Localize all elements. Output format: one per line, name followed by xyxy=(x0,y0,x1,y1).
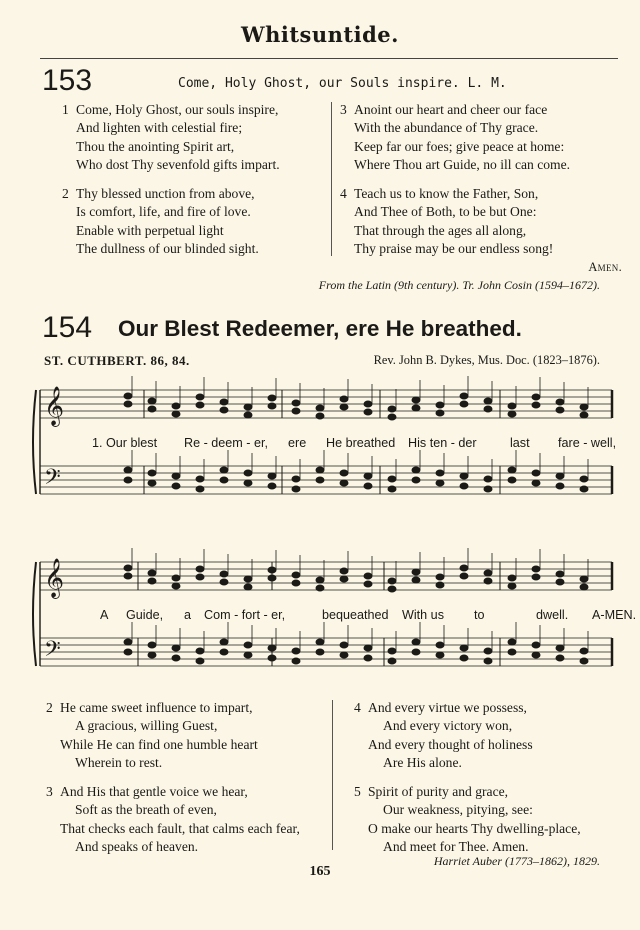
stanza-number: 4 xyxy=(340,186,347,201)
hymn-153-stanza-2 xyxy=(62,185,259,259)
note-head xyxy=(316,649,324,655)
stanza-line: And His that gentle voice we hear, xyxy=(60,784,248,799)
note-head xyxy=(340,576,348,582)
note-head xyxy=(412,397,420,403)
note-head xyxy=(220,467,228,473)
note-head xyxy=(172,483,180,489)
stanza-line: Are His alone. xyxy=(383,755,462,771)
stanza-line: Spirit of purity and grace, xyxy=(368,784,509,799)
note-head xyxy=(532,480,540,486)
stanza-line: Thou the anointing Spirit art, xyxy=(76,138,235,154)
hymn-153-stanza-1 xyxy=(62,101,280,175)
note-head xyxy=(148,570,156,576)
note-head xyxy=(124,573,132,579)
stanza-line: He came sweet influence to impart, xyxy=(60,700,253,715)
note-head xyxy=(364,483,372,489)
column-divider xyxy=(331,102,332,256)
note-head xyxy=(148,642,156,648)
note-head xyxy=(316,467,324,473)
note-head xyxy=(412,649,420,655)
stanza-line: O make our hearts Thy dwelling-place, xyxy=(368,820,581,836)
note-head xyxy=(580,476,588,482)
note-head xyxy=(412,467,420,473)
note-head xyxy=(268,403,276,409)
note-head xyxy=(556,473,564,479)
note-head xyxy=(268,645,276,651)
note-head xyxy=(124,393,132,399)
note-head xyxy=(388,406,396,412)
note-head xyxy=(484,570,492,576)
note-head xyxy=(196,658,204,664)
stanza-line: A gracious, willing Guest, xyxy=(75,718,218,734)
note-head xyxy=(124,467,132,473)
note-head xyxy=(124,639,132,645)
lyric-syllable: last xyxy=(510,436,530,450)
hymn-153-stanza-3 xyxy=(340,101,571,175)
system-2-treble-clef: 𝄞 xyxy=(44,558,65,598)
stanza-number: 2 xyxy=(46,700,53,715)
note-head xyxy=(580,584,588,590)
hymn-154-credit: Harriet Auber (1773–1862), 1829. xyxy=(433,854,600,868)
header-rule xyxy=(40,58,618,59)
note-head xyxy=(412,577,420,583)
note-head xyxy=(436,642,444,648)
note-head xyxy=(460,483,468,489)
note-head xyxy=(556,579,564,585)
note-head xyxy=(532,574,540,580)
lyric-syllable: A xyxy=(100,608,109,622)
note-head xyxy=(148,480,156,486)
note-head xyxy=(460,645,468,651)
note-head xyxy=(580,648,588,654)
note-head xyxy=(196,566,204,572)
note-head xyxy=(508,639,516,645)
note-head xyxy=(436,470,444,476)
note-head xyxy=(484,658,492,664)
stanza-number: 5 xyxy=(354,784,361,799)
note-head xyxy=(556,399,564,405)
stanza-line: Soft as the breath of even, xyxy=(75,802,217,818)
stanza-line: Wherein to rest. xyxy=(75,755,163,771)
system-2-bass-clef: 𝄢 xyxy=(44,637,61,667)
stanza-line: Enable with perpetual light xyxy=(76,222,224,238)
note-head xyxy=(244,642,252,648)
column-divider xyxy=(332,700,333,850)
note-head xyxy=(508,467,516,473)
note-head xyxy=(364,645,372,651)
note-head xyxy=(220,639,228,645)
note-head xyxy=(268,395,276,401)
system-1-treble-clef: 𝄞 xyxy=(44,386,65,426)
system-2-brace xyxy=(33,562,36,666)
stanza-line: The dullness of our blinded sight. xyxy=(76,241,259,257)
note-head xyxy=(460,401,468,407)
note-head xyxy=(388,658,396,664)
note-head xyxy=(340,642,348,648)
note-head xyxy=(460,655,468,661)
note-head xyxy=(292,408,300,414)
note-head xyxy=(364,473,372,479)
stanza-line: That through the ages all along, xyxy=(354,222,527,238)
note-head xyxy=(196,394,204,400)
lyric-syllable: He breathed xyxy=(326,436,396,450)
note-head xyxy=(556,655,564,661)
hymn-154-number: 154 xyxy=(42,311,93,344)
note-head xyxy=(484,476,492,482)
note-head xyxy=(220,649,228,655)
stanza-line: And lighten with celestial fire; xyxy=(76,120,243,136)
hymn-153-number: 153 xyxy=(42,64,93,97)
lyric-syllable: dwell. xyxy=(536,608,569,622)
note-head xyxy=(124,477,132,483)
note-head xyxy=(220,579,228,585)
hymn-154-stanza-3 xyxy=(46,783,300,857)
lyric-syllable: fare - well, xyxy=(558,436,617,450)
section-header: Whitsuntide. xyxy=(241,22,399,47)
stanza-line: Keep far our foes; give peace at home: xyxy=(354,138,565,154)
note-head xyxy=(508,583,516,589)
note-head xyxy=(268,655,276,661)
tune-name: ST. CUTHBERT. 86, 84. xyxy=(44,353,190,368)
note-head xyxy=(196,486,204,492)
note-head xyxy=(268,473,276,479)
note-head xyxy=(484,486,492,492)
note-head xyxy=(484,406,492,412)
note-head xyxy=(556,645,564,651)
lyric-syllable: A-MEN. xyxy=(592,608,637,622)
stanza-line: While He can find one humble heart xyxy=(60,736,258,752)
note-head xyxy=(460,393,468,399)
note-head xyxy=(316,577,324,583)
lyric-syllable: 1. Our blest xyxy=(92,436,158,450)
note-head xyxy=(388,476,396,482)
system-1-brace xyxy=(33,390,36,494)
lyric-syllable: bequeathed xyxy=(322,608,389,622)
note-head xyxy=(508,575,516,581)
note-head xyxy=(244,652,252,658)
lyric-syllable: ere xyxy=(288,436,307,450)
note-head xyxy=(388,486,396,492)
note-head xyxy=(412,405,420,411)
note-head xyxy=(580,412,588,418)
note-head xyxy=(172,655,180,661)
note-head xyxy=(124,565,132,571)
stanza-number: 3 xyxy=(46,784,53,799)
note-head xyxy=(268,567,276,573)
note-head xyxy=(388,586,396,592)
note-head xyxy=(220,571,228,577)
stanza-number: 1 xyxy=(62,102,69,117)
note-head xyxy=(460,565,468,571)
note-head xyxy=(148,470,156,476)
note-head xyxy=(316,585,324,591)
stanza-line: Is comfort, life, and fire of love. xyxy=(76,204,251,220)
note-head xyxy=(244,584,252,590)
note-head xyxy=(580,404,588,410)
stanza-line: Our weakness, pitying, see: xyxy=(383,802,533,818)
note-head xyxy=(364,581,372,587)
note-head xyxy=(244,480,252,486)
note-head xyxy=(388,414,396,420)
note-head xyxy=(340,652,348,658)
note-head xyxy=(172,575,180,581)
note-head xyxy=(172,411,180,417)
note-head xyxy=(244,412,252,418)
note-head xyxy=(244,576,252,582)
composer-credit: Rev. John B. Dykes, Mus. Doc. (1823–1876). xyxy=(373,353,600,367)
note-head xyxy=(412,477,420,483)
hymn-154-stanza-2 xyxy=(46,699,258,773)
stanza-number: 4 xyxy=(354,700,361,715)
note-head xyxy=(412,569,420,575)
music-score xyxy=(0,370,640,690)
hymn-153-stanza-4 xyxy=(340,185,554,259)
note-head xyxy=(172,403,180,409)
note-head xyxy=(340,404,348,410)
lyric-syllable: Guide, xyxy=(126,608,164,622)
note-head xyxy=(220,407,228,413)
note-head xyxy=(436,402,444,408)
hymn-153-title: Come, Holy Ghost, our Souls inspire. L. M. xyxy=(178,76,507,91)
lyric-syllable: With us xyxy=(402,608,444,622)
hymn-153-amen: Amen. xyxy=(588,260,622,274)
stanza-line: And meet for Thee. Amen. xyxy=(383,839,529,855)
note-head xyxy=(316,405,324,411)
note-head xyxy=(508,403,516,409)
lyric-syllable: to xyxy=(474,608,485,622)
note-head xyxy=(148,406,156,412)
note-head xyxy=(532,402,540,408)
stanza-line: And every virtue we possess, xyxy=(368,700,527,715)
note-head xyxy=(556,483,564,489)
note-head xyxy=(460,473,468,479)
note-head xyxy=(124,401,132,407)
note-head xyxy=(532,642,540,648)
note-head xyxy=(580,576,588,582)
note-head xyxy=(508,649,516,655)
lyric-syllable: Re - deem - er, xyxy=(184,436,268,450)
hymn-153-credit: From the Latin (9th century). Tr. John Cosin (1594–1672). xyxy=(318,278,600,292)
note-head xyxy=(436,480,444,486)
note-head xyxy=(316,413,324,419)
note-head xyxy=(292,486,300,492)
note-head xyxy=(268,483,276,489)
system-1-bass-clef: 𝄢 xyxy=(44,465,61,495)
note-head xyxy=(364,401,372,407)
note-head xyxy=(364,655,372,661)
page-number: 165 xyxy=(309,864,331,879)
note-head xyxy=(556,407,564,413)
lyric-syllable: Com - fort - er, xyxy=(204,608,286,622)
note-head xyxy=(292,572,300,578)
stanza-line: That checks each fault, that calms each fear, xyxy=(60,820,300,836)
note-head xyxy=(172,583,180,589)
stanza-line: Come, Holy Ghost, our souls inspire, xyxy=(76,102,279,117)
stanza-line: And Thee of Both, to be but One: xyxy=(354,204,537,220)
stanza-number: 3 xyxy=(340,102,347,117)
note-head xyxy=(388,578,396,584)
note-head xyxy=(316,477,324,483)
note-head xyxy=(364,573,372,579)
note-head xyxy=(124,649,132,655)
note-head xyxy=(148,652,156,658)
note-head xyxy=(508,411,516,417)
note-head xyxy=(172,473,180,479)
note-head xyxy=(292,658,300,664)
note-head xyxy=(292,400,300,406)
note-head xyxy=(148,578,156,584)
note-head xyxy=(340,470,348,476)
stanza-line: Anoint our heart and cheer our face xyxy=(354,102,548,117)
stanza-line: And every thought of holiness xyxy=(368,736,533,752)
note-head xyxy=(244,470,252,476)
hymn-154-title: Our Blest Redeemer, ere He breathed. xyxy=(118,316,522,341)
note-head xyxy=(484,398,492,404)
stanza-line: Where Thou art Guide, no ill can come. xyxy=(354,157,571,173)
note-head xyxy=(316,639,324,645)
note-head xyxy=(196,476,204,482)
note-head xyxy=(220,399,228,405)
note-head xyxy=(532,652,540,658)
note-head xyxy=(484,578,492,584)
note-head xyxy=(580,486,588,492)
note-head xyxy=(556,571,564,577)
note-head xyxy=(364,409,372,415)
stanza-line: With the abundance of Thy grace. xyxy=(354,120,539,136)
note-head xyxy=(532,566,540,572)
lyric-syllable: His ten - der xyxy=(408,436,477,450)
note-head xyxy=(460,573,468,579)
note-head xyxy=(532,470,540,476)
note-head xyxy=(244,404,252,410)
note-head xyxy=(292,580,300,586)
note-head xyxy=(148,398,156,404)
note-head xyxy=(484,648,492,654)
stanza-line: And speaks of heaven. xyxy=(75,839,199,855)
note-head xyxy=(436,582,444,588)
note-head xyxy=(340,568,348,574)
stanza-line: Thy praise may be our endless song! xyxy=(354,241,554,257)
note-head xyxy=(340,480,348,486)
lyric-syllable: a xyxy=(184,608,192,622)
note-head xyxy=(196,402,204,408)
hymn-154-stanza-4 xyxy=(354,699,533,773)
note-head xyxy=(508,477,516,483)
stanza-number: 2 xyxy=(62,186,69,201)
stanza-line: Who dost Thy sevenfold gifts impart. xyxy=(76,157,280,173)
note-head xyxy=(220,477,228,483)
note-head xyxy=(292,476,300,482)
stanza-line: Thy blessed unction from above, xyxy=(76,186,255,201)
note-head xyxy=(436,574,444,580)
note-head xyxy=(436,652,444,658)
note-head xyxy=(412,639,420,645)
note-head xyxy=(268,575,276,581)
note-head xyxy=(340,396,348,402)
note-head xyxy=(292,648,300,654)
stanza-line: Teach us to know the Father, Son, xyxy=(354,186,539,201)
note-head xyxy=(196,648,204,654)
note-head xyxy=(172,645,180,651)
note-head xyxy=(388,648,396,654)
hymn-154-stanza-5 xyxy=(354,783,581,857)
note-head xyxy=(580,658,588,664)
note-head xyxy=(532,394,540,400)
stanza-line: And every victory won, xyxy=(383,718,513,734)
note-head xyxy=(196,574,204,580)
note-head xyxy=(436,410,444,416)
